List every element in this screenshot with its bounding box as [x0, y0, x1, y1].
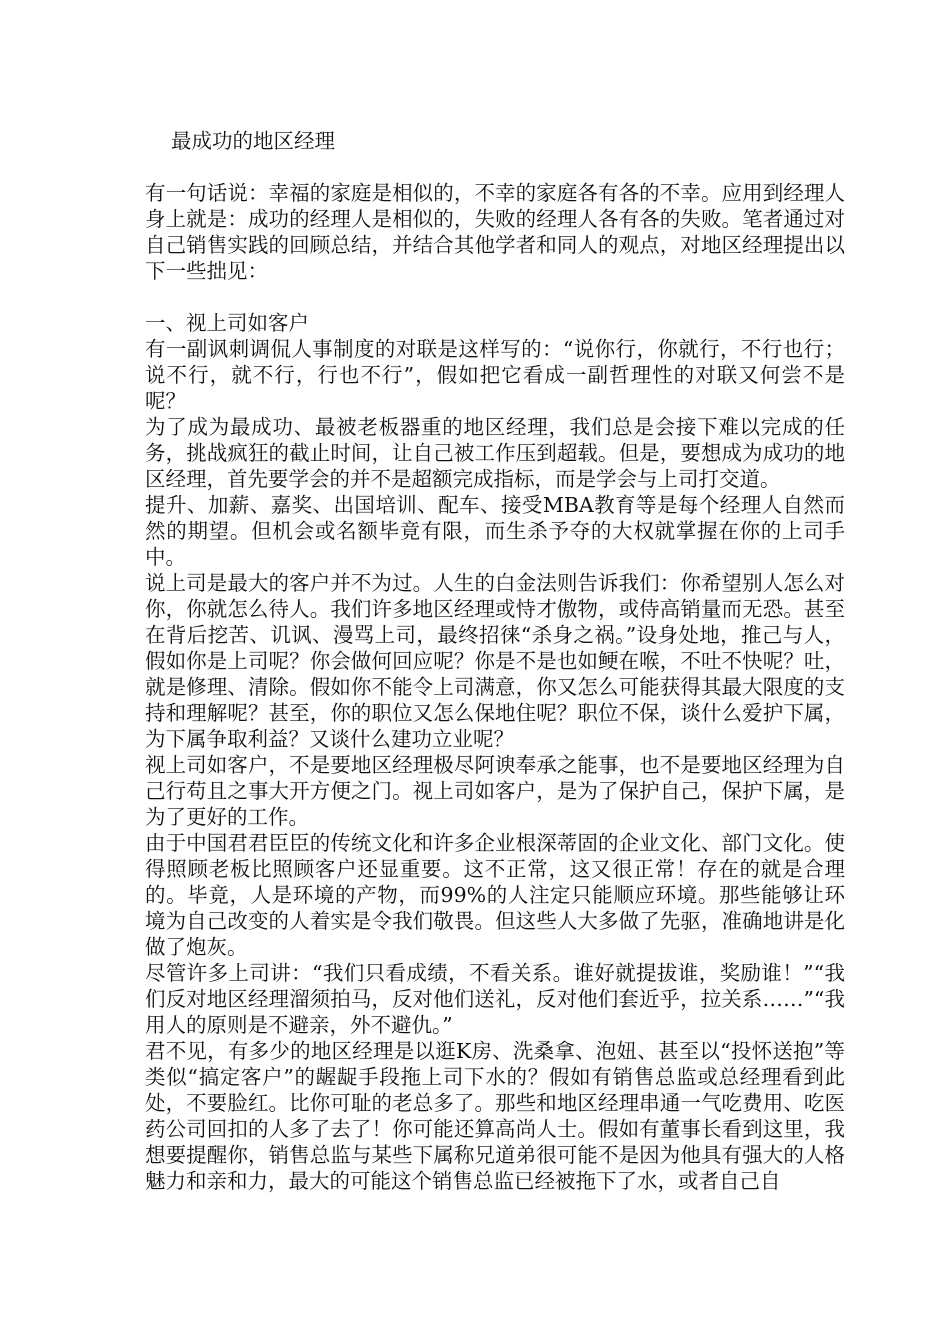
body-paragraph: 提升、加薪、嘉奖、出国培训、配车、接受MBA教育等是每个经理人自然而然的期望。但机会或名额毕竟有限，而生杀予夺的大权就掌握在你的上司手中。	[145, 493, 845, 569]
body-paragraph: 君不见，有多少的地区经理是以逛K房、洗桑拿、泡妞、甚至以“投怀送抱”等类似“搞定客户”的龌龊手段拖上司下水的？假如有销售总监或总经理看到此处，不要脸红。比你可耻的老总多了。那些和地区经理串通一气吃费用、吃医药公司回扣的人多了去了！你可能还算高尚人士。假如有董事长看到这里，我想要提醒你，销售总监与某些下属称兄道弟很可能不是因为他具有强大的人格魅力和亲和力，最大的可能这个销售总监已经被拖下了水，或者自己自	[145, 1039, 845, 1193]
body-paragraph: 有一副讽刺调侃人事制度的对联是这样写的：“说你行，你就行，不行也行；说不行，就不行，行也不行”，假如把它看成一副哲理性的对联又何尝不是呢？	[145, 337, 845, 413]
body-paragraph: 为了成为最成功、最被老板器重的地区经理，我们总是会接下难以完成的任务，挑战疯狂的截止时间，让自己被工作压到超载。但是，要想成为成功的地区经理，首先要学会的并不是超额完成指标，而是学会与上司打交道。	[145, 415, 845, 491]
body-paragraph: 说上司是最大的客户并不为过。人生的白金法则告诉我们：你希望别人怎么对你，你就怎么待人。我们许多地区经理或恃才傲物，或侍高销量而无恐。甚至在背后挖苦、讥讽、漫骂上司，最终招徕“杀身之祸。”设身处地，推己与人，假如你是上司呢？你会做何回应呢？你是不是也如鲠在喉，不吐不快呢？吐，就是修理、清除。假如你不能令上司满意，你又怎么可能获得其最大限度的支持和理解呢？甚至，你的职位又怎么保地住呢？职位不保，谈什么爱护下属，为下属争取利益？又谈什么建功立业呢？	[145, 571, 845, 751]
body-paragraph: 尽管许多上司讲：“我们只看成绩，不看关系。谁好就提拔谁，奖励谁！”“我们反对地区经理溜须拍马，反对他们送礼，反对他们套近乎，拉关系……”“我用人的原则是不避亲，外不避仇。”	[145, 961, 845, 1037]
spacer	[145, 154, 845, 180]
section-heading: 一、视上司如客户	[145, 311, 309, 335]
document-body	[145, 118, 845, 1194]
body-paragraph: 由于中国君君臣臣的传统文化和许多企业根深蒂固的企业文化、部门文化。使得照顾老板比照顾客户还显重要。这不正常，这又很正常！存在的就是合理的。毕竟，人是环境的产物，而99%的人注定只能顺应环境。那些能够让环境为自己改变的人着实是令我们敬畏。但这些人大多做了先驱，准确地讲是化做了炮灰。	[145, 831, 845, 959]
body-paragraph: 视上司如客户，不是要地区经理极尽阿谀奉承之能事，也不是要地区经理为自己行苟且之事大开方便之门。视上司如客户，是为了保护自己，保护下属，是为了更好的工作。	[145, 753, 845, 829]
document-title: 最成功的地区经理	[171, 129, 335, 153]
intro-paragraph: 有一句话说：幸福的家庭是相似的，不幸的家庭各有各的不幸。应用到经理人身上就是：成功的经理人是相似的，失败的经理人各有各的失败。笔者通过对自己销售实践的回顾总结，并结合其他学者和同人的观点，对地区经理提出以下一些拙见：	[145, 181, 845, 283]
spacer	[145, 284, 845, 310]
